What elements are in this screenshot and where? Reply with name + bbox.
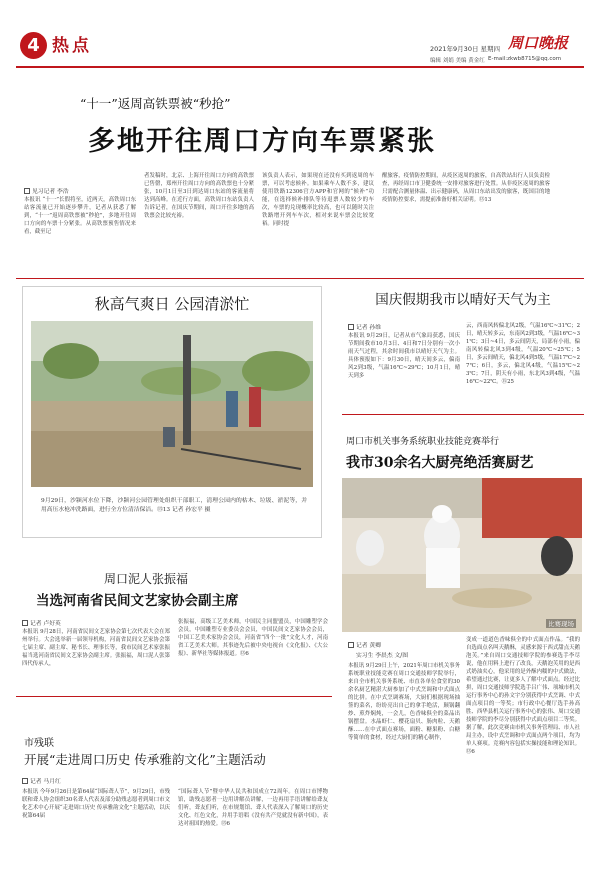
chef-photo-credit: 比赛现场 bbox=[548, 620, 574, 628]
lead-byline bbox=[24, 186, 69, 195]
masthead-rule bbox=[16, 66, 584, 68]
lead-article bbox=[16, 70, 584, 280]
email: E-mail:zkwb8715@qq.com bbox=[488, 56, 562, 62]
brand-logo: 周口晚报 bbox=[508, 34, 569, 52]
zhang-byline-text: 记者 卢好英 bbox=[30, 621, 61, 627]
editor: 编辑 刘娟 美编 黄金红 bbox=[430, 58, 485, 64]
cl-tag: 市残联 bbox=[24, 738, 54, 749]
weather-byline-text: 记者 孙维 bbox=[356, 325, 382, 331]
weather-col-2: 云，西南风转偏北风2级，气温16℃~31℃；2日，晴天转多云，东南风2到3级，气温16℃~31℃；3日~4日，多云间阴天，局部有小雨，偏南风转偏北风3到4级，气温20℃~25℃；5日，多云间晴天，偏北风4到5级，气温17℃~27℃；6日，多云，偏北风4级，气温15℃~23℃；7日，阴天有小雨，东北风3到4级，气温16℃~22℃。⑮25 bbox=[466, 323, 580, 385]
chef-byline-1-text: 记者 黄卿 bbox=[356, 643, 382, 649]
date: 2021年9月30日 星期四 bbox=[430, 45, 501, 53]
chef-article bbox=[342, 420, 584, 888]
masthead bbox=[0, 0, 600, 68]
byline-square-icon bbox=[24, 188, 30, 194]
lead-bottom-rule bbox=[16, 278, 584, 279]
park-photo-box bbox=[22, 286, 322, 538]
zhang-bottom-rule bbox=[16, 696, 332, 697]
chef-photo bbox=[342, 478, 582, 632]
chef-col-2: 变成一道道色香味俱全的中式面点作品。“我的自选面点名叫天鹅酥，灵感来源于西式甜点天鹅泡芙。”来自周口交通技师学院的参赛选手李尽说，他在用料上进行了改良，天鹅泡芙用的是西式奶油夹心，他采用的是外酥内糯的中式做法，希望通过比赛，让更多人了解中式面点。经过比拼，周口交通技师学院选手吕广伟、项城市机关运行事务中心的孙文宇分别获得中式烹调、中式面点项目的一等奖；市行政中心餐厅选手孙高胜、西华县机关运行事务中心的张伟、周口交通技师学院的李尽分别获得中式面点项目二等奖。据了解，此次竞赛由市机关事务管理局、市人社局主办，设中式烹调和中式面点两个项目，均为单人赛项。竞赛内容包括实操技能和理论知识。⑬6 bbox=[466, 637, 580, 755]
zhang-col-1: 本报讯 9月28日，河南省民间文艺家协会第七次代表大会在郑州举行。大会选举新一届领导机构，河南省民间文艺家协会第七届主席、副主席、秘书长、理事长等，我市民间艺术家张振福当选河南省民间文艺家协会副主席。张振福，周口泥人张第四代传承人， bbox=[22, 629, 170, 667]
zhang-byline bbox=[22, 618, 61, 627]
chef-byline-1 bbox=[348, 640, 381, 649]
lead-col-4: 醒旅客，疫情防控期间，从疫区返周的旅客，自高铁站出行人员负责检查，再经周口市卫健委统一安排对旅客进行处置。从非疫区返周的旅客只需配合测量体温、出示健康码，从周口东站出发的旅客，既国目的地疫情防控要求，需提前准备好相关证明。⑬13 bbox=[382, 173, 550, 203]
park-caption: 9月29日，沙颍河水位下降，沙颍河公园管理处组织干部职工，清理公园内的枯木、垃圾、淤泥等，并用高压水枪冲洗路面，进行全方位清洁保洁。⑬13 记者 孙宏平 摄 bbox=[41, 498, 307, 513]
zhang-col-2: 张振福，高级工艺美术师，中国民主同盟盟员，中国雕塑学会会员，中国雕塑专业委员会会员，中国民间文艺家协会会员，中国工艺美术家协会会员，河南省“四个一批”文化人才，河南省工艺美术大师。其事迹先后被中央电视台《文化报》、《大公报》、新华社等媒体报道。⑬6 bbox=[178, 619, 328, 657]
lead-kicker: “十一”返周高铁票被“秒抢” bbox=[80, 96, 231, 111]
weather-article bbox=[342, 286, 584, 416]
cl-article bbox=[16, 700, 332, 888]
lead-col-3: 该负责人表示，如果现在还没有买到返周的车票，可以考虑候补。如果乘车人数不多，建议使用铁路12306官方APP和官网的“候补”功能，在选择候补排队等待退票人数较少的车次，车票的兑现概率比较高，也可以随时关注铁路增开列车车次，相对来说车票会比较宽裕。同时提 bbox=[262, 173, 374, 227]
zhang-headline: 当选河南省民间文艺家协会副主席 bbox=[36, 593, 239, 609]
chef-photo-image bbox=[342, 478, 582, 632]
byline-square-icon bbox=[348, 642, 354, 648]
byline-square-icon bbox=[22, 620, 28, 626]
lead-headline: 多地开往周口方向车票紧张 bbox=[88, 126, 436, 157]
park-photo-image bbox=[31, 321, 313, 487]
cl-col-1: 本报讯 今年9月26日是第64届“国际聋人节”，9月29日，市残联和聋人协会组织30名聋人代表及部分助残志愿者到周口市文化艺术中心开展“走进周口历史 传承雅韵文化”主题活动，以庆祝第64届 bbox=[22, 789, 170, 819]
weather-headline: 国庆假期我市以晴好天气为主 bbox=[375, 292, 551, 308]
chef-byline-2: 实习生 李晨杰 文/图 bbox=[356, 653, 409, 659]
page-number-badge bbox=[20, 32, 47, 59]
cl-headline: 开展“走进周口历史 传承雅韵文化”主题活动 bbox=[24, 752, 266, 767]
weather-bottom-rule bbox=[342, 414, 584, 415]
byline-square-icon bbox=[22, 778, 28, 784]
chef-kicker: 周口市机关事务系统职业技能竞赛举行 bbox=[346, 437, 500, 447]
lead-col-1: 本报讯 “十一”长假将至，近两天，高铁周口东站客流量已开始逐步攀升，记者从获悉了解到，“十一”返周高铁票被“秒抢”，多地开往周口方向的车票十分紧张。从高铁票预售情况来看，截至记 bbox=[24, 197, 136, 235]
cl-byline-text: 记者 马月红 bbox=[30, 779, 61, 785]
page-number: 4 bbox=[27, 35, 40, 56]
cl-byline bbox=[22, 776, 61, 785]
park-title: 秋高气爽日 公园清淤忙 bbox=[94, 295, 250, 313]
chef-headline: 我市30余名大厨亮绝活赛厨艺 bbox=[346, 455, 534, 471]
lead-byline-text: 见习记者 李浩 bbox=[32, 189, 69, 195]
chef-col-1: 本报讯 9月29日上午，2021年周口市机关事务系统职业技能竞赛在周口交通技师学院举行，来自全市机关事务系统、市直各单位食堂的30余名厨艺精湛大厨参加了中式烹调和中式面点的比拼。在中式烹调赛场，大厨们根据现场抽签的菜名，纷纷亮出自己的拿手绝活，颠锅翻炒、煎炸焖炖，一会儿，色香味俱全的菜品出锅摆盘。水晶虾仁、樱花扇贝、肠肉粒、天鹅酥……在中式面点赛场，面粉、糖果粉、白糖等简单的食材，经过大厨们的精心制作， bbox=[348, 663, 460, 741]
zhang-article bbox=[16, 548, 332, 698]
cl-col-2: “国际聋人节”暨中华人民共和国成立72周年。在周口市博物馆，助残志愿者一边用讲解员讲解，一边再用手语讲解给聋友们听，聋友们听，在市规划馆、聋人代表深入了解周口的历史文化、红色文化，并用手语唱《没有共产党就没有新中国》，表达对祖国的热爱。⑬6 bbox=[178, 789, 328, 827]
byline-square-icon bbox=[348, 324, 354, 330]
weather-col-1: 本报讯 9月29日，记者从市气象局获悉，国庆节期间我市10月3日、4日和7日分别有一次小雨天气过程，其余时间我市以晴好天气为主。具体预报如下：9月30日，晴天间多云，偏南风2到3级，气温16℃~29℃；10月1日，晴天到多 bbox=[348, 333, 460, 379]
section-name: 热点 bbox=[52, 36, 92, 56]
weather-byline bbox=[348, 322, 381, 331]
park-photo bbox=[31, 321, 313, 487]
zhang-kicker: 周口泥人张振福 bbox=[104, 572, 189, 586]
lead-col-2: 者发稿时，北京、上海开往周口方向的高铁票已售罄，郑州开往周口方向的高铁票也十分紧张，10月1日至3日到达周口东站的客流量将达到高峰。在近行方面，高铁周口东站负责人告诉记者，在国庆节期间，周口开往多地的高铁票会比较充裕。 bbox=[144, 173, 254, 219]
